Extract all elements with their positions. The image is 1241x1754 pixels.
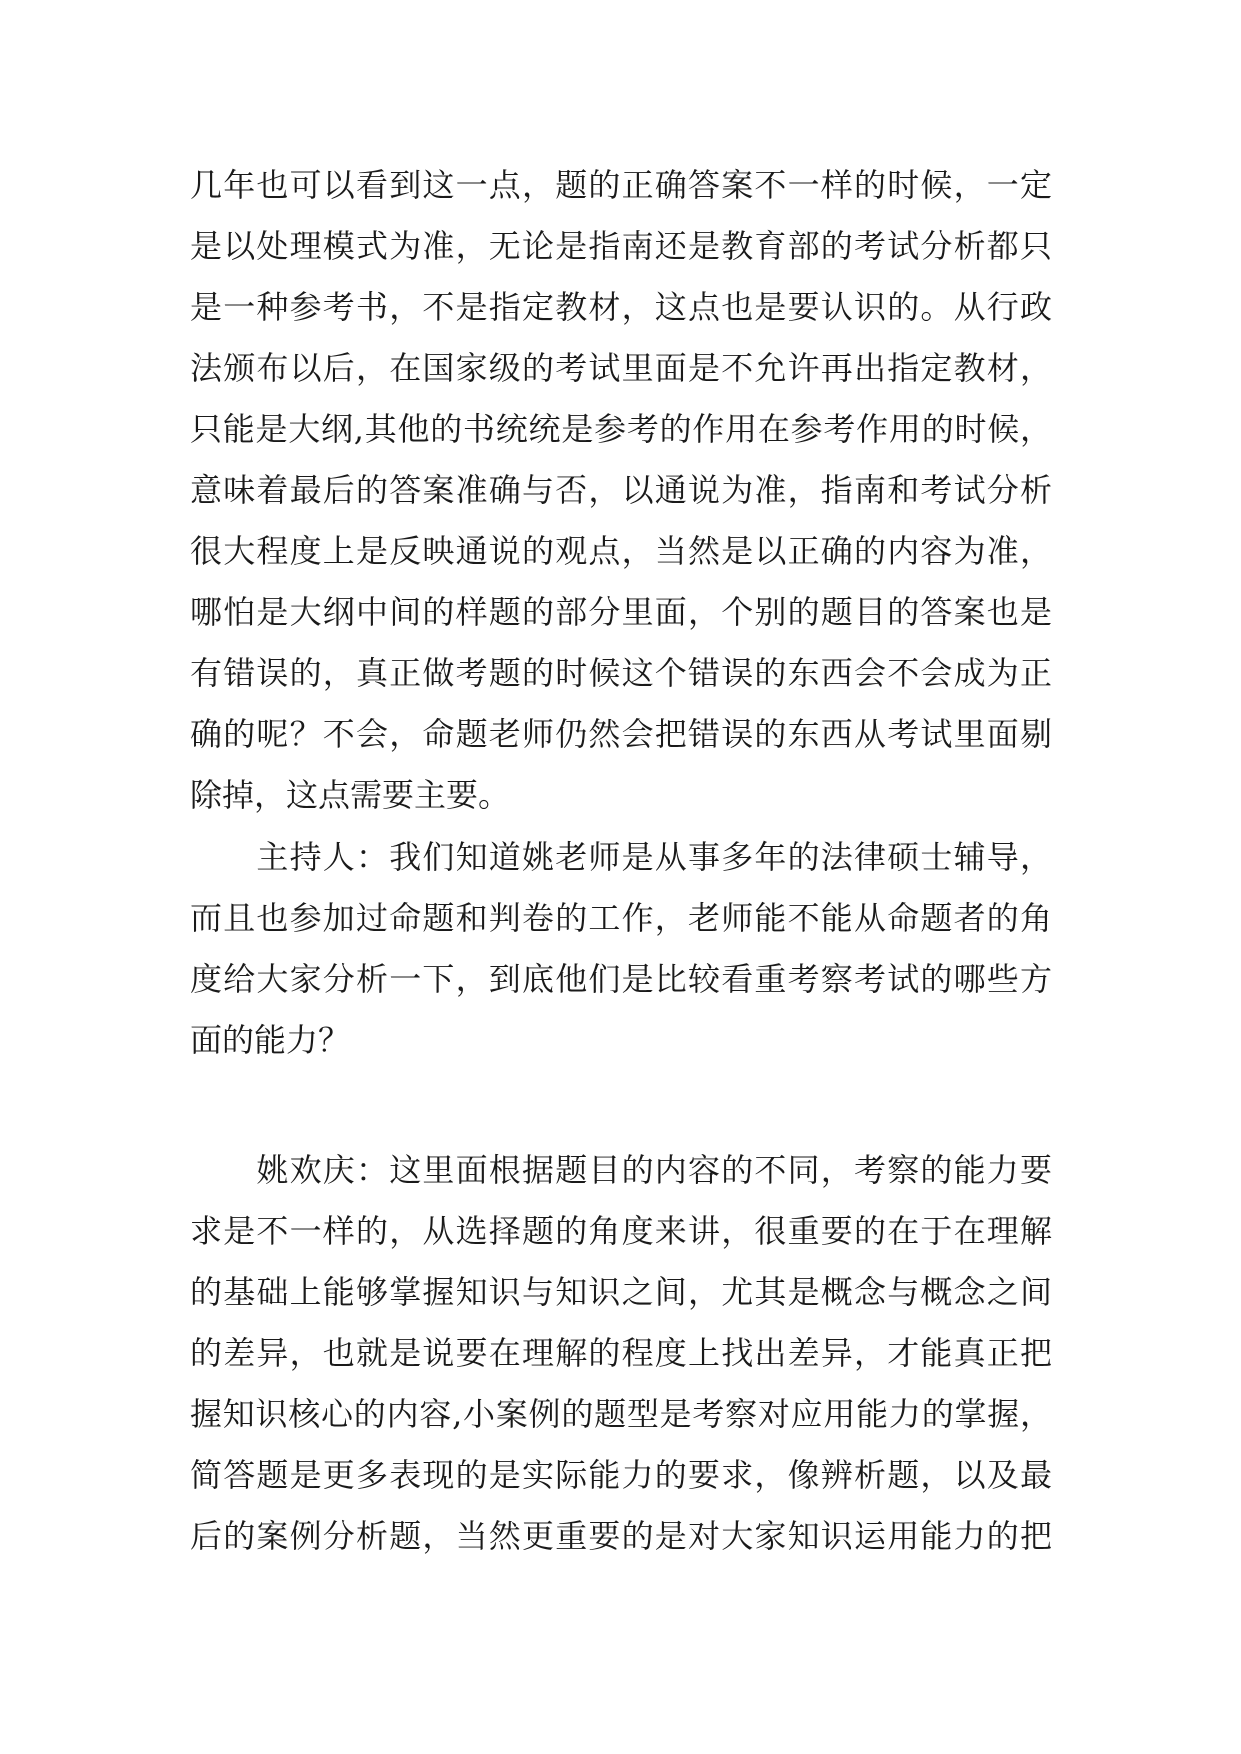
text-line: 的差异，也就是说要在理解的程度上找出差异，才能真正把 <box>190 1334 1052 1372</box>
text-line: 主持人：我们知道姚老师是从事多年的法律硕士辅导， <box>190 838 1052 876</box>
text-line: 握知识核心的内容,小案例的题型是考察对应用能力的掌握， <box>190 1395 1052 1433</box>
text-line: 确的呢？不会，命题老师仍然会把错误的东西从考试里面剔 <box>190 715 1052 753</box>
text-line: 很大程度上是反映通说的观点，当然是以正确的内容为准， <box>190 532 1052 570</box>
text-line: 求是不一样的，从选择题的角度来讲，很重要的在于在理解 <box>190 1212 1052 1250</box>
text-line: 法颁布以后，在国家级的考试里面是不允许再出指定教材， <box>190 349 1052 387</box>
text-line: 是一种参考书，不是指定教材，这点也是要认识的。从行政 <box>190 288 1052 326</box>
text-line: 姚欢庆：这里面根据题目的内容的不同，考察的能力要 <box>190 1151 1052 1189</box>
text-line: 除掉，这点需要主要。 <box>190 776 511 814</box>
text-line: 有错误的，真正做考题的时候这个错误的东西会不会成为正 <box>190 654 1052 692</box>
paragraph-host-question <box>190 827 1052 1071</box>
text-line: 的基础上能够掌握知识与知识之间，尤其是概念与概念之间 <box>190 1273 1052 1311</box>
text-line: 面的能力？ <box>190 1021 351 1059</box>
paragraph-yao-answer <box>190 1140 1052 1567</box>
text-line: 度给大家分析一下，到底他们是比较看重考察考试的哪些方 <box>190 960 1052 998</box>
text-line: 后的案例分析题，当然更重要的是对大家知识运用能力的把 <box>190 1517 1052 1555</box>
text-line: 意味着最后的答案准确与否，以通说为准，指南和考试分析 <box>190 471 1052 509</box>
text-line: 是以处理模式为准，无论是指南还是教育部的考试分析都只 <box>190 227 1052 265</box>
text-line: 而且也参加过命题和判卷的工作，老师能不能从命题者的角 <box>190 899 1052 937</box>
text-line: 只能是大纲,其他的书统统是参考的作用在参考作用的时候， <box>190 410 1052 448</box>
text-line: 哪怕是大纲中间的样题的部分里面，个别的题目的答案也是 <box>190 593 1052 631</box>
paragraph-exam-materials <box>190 155 1052 826</box>
text-line: 几年也可以看到这一点，题的正确答案不一样的时候，一定 <box>190 166 1052 204</box>
text-line: 简答题是更多表现的是实际能力的要求，像辨析题，以及最 <box>190 1456 1052 1494</box>
